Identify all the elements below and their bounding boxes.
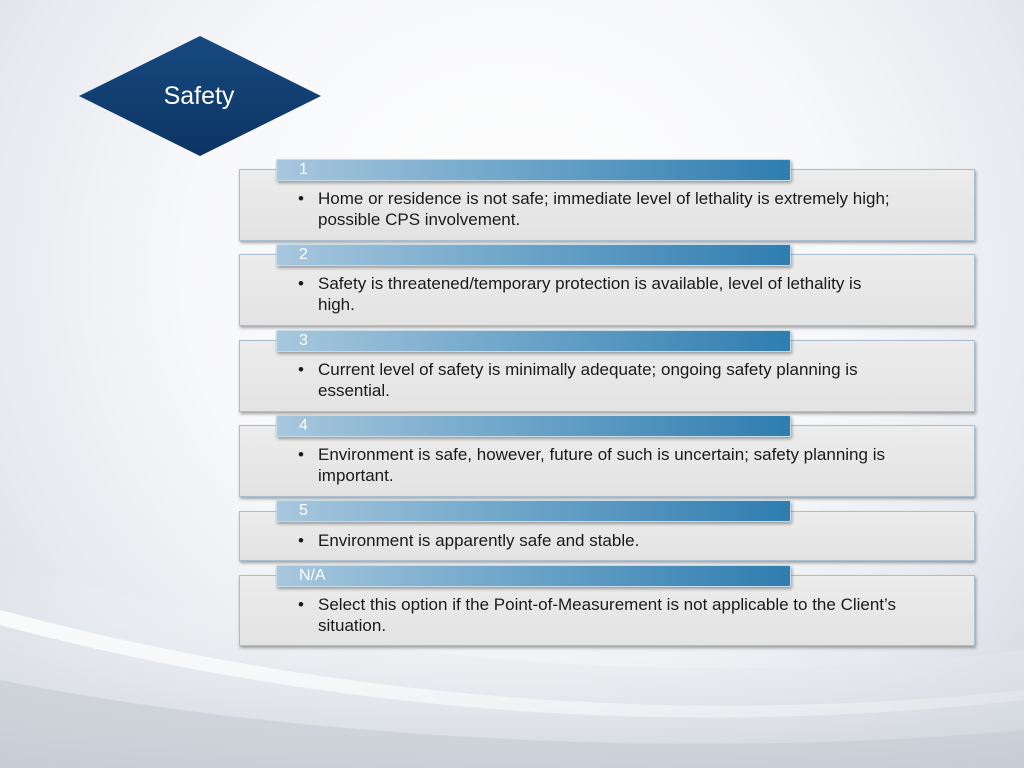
bullet-item [298,444,898,486]
bullet-dot-icon: • [298,445,304,464]
bullet-dot-icon: • [298,531,304,550]
level-label: 1 [299,161,308,178]
level-tab-1 [276,159,791,181]
level-description: Environment is safe, however, future of such is uncertain; safety planning is important. [318,445,885,485]
level-label: 4 [299,417,308,434]
title-diamond [79,36,321,156]
level-tab-na [276,565,791,587]
level-description: Select this option if the Point-of-Measurement is not applicable to the Client’s situation. [318,595,896,635]
level-description: Current level of safety is minimally adequate; ongoing safety planning is essential. [318,360,858,400]
level-description: Safety is threatened/temporary protection is available, level of lethality is high. [318,274,862,314]
page-title: Safety [163,81,235,110]
level-label: 2 [299,246,308,263]
bullet-dot-icon: • [298,189,304,208]
bullet-item [298,188,898,230]
bullet-item [298,530,898,551]
level-label: 3 [299,332,308,349]
bullet-dot-icon: • [298,360,304,379]
level-description: Home or residence is not safe; immediate level of lethality is extremely high; possible CPS involvement. [318,189,890,229]
level-tab-3 [276,330,791,352]
bullet-dot-icon: • [298,274,304,293]
level-label: N/A [299,567,326,584]
bullet-item [298,273,898,315]
level-tab-4 [276,415,791,437]
level-description: Environment is apparently safe and stable. [318,531,640,550]
level-label: 5 [299,502,308,519]
bullet-item [298,359,898,401]
bullet-item [298,594,898,636]
level-tab-5 [276,500,791,522]
bullet-dot-icon: • [298,595,304,614]
level-tab-2 [276,244,791,266]
